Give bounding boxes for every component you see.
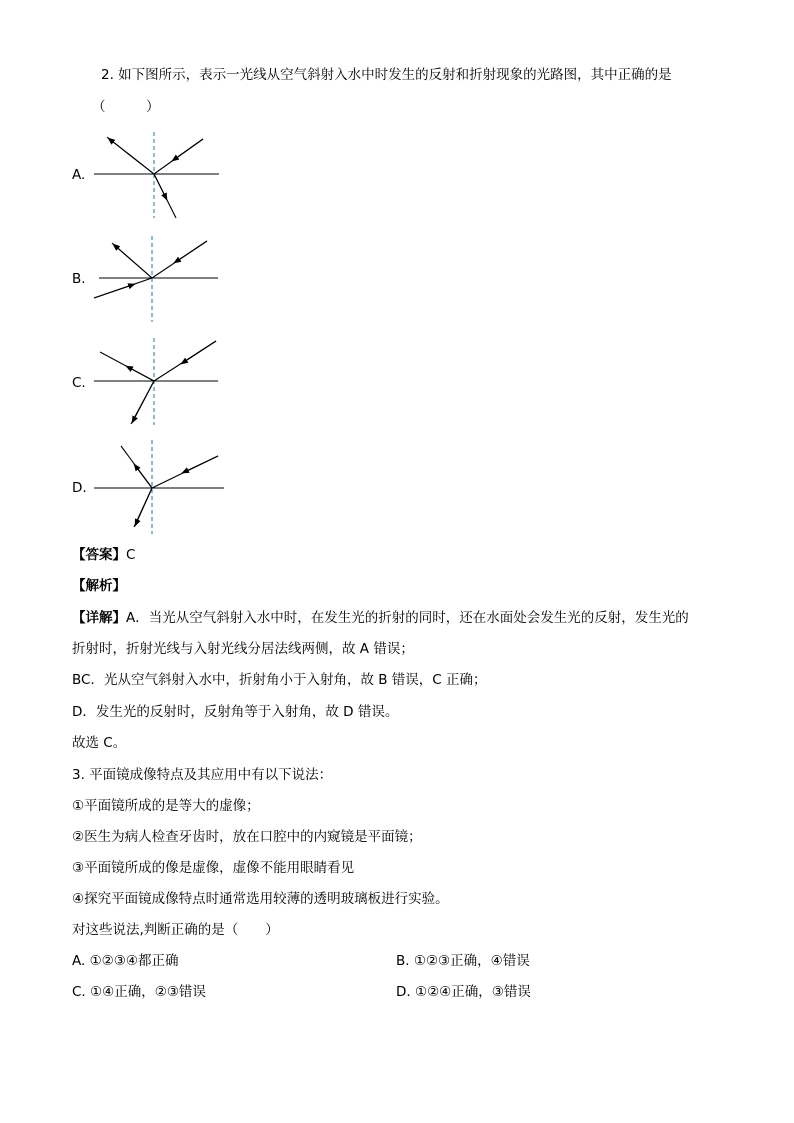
q3-item1: ①平面镜所成的是等大的虚像；: [72, 798, 260, 814]
option-d-rays: [94, 440, 224, 534]
q3-option-c: C. ①④正确，②③错误: [72, 984, 206, 1000]
refracted-ray-arrow: [94, 284, 135, 298]
detail-line1: [72, 609, 689, 627]
q3-item3: ③平面镜所成的像是虚像，虚像不能用眼睛看见: [72, 860, 355, 876]
q3-option-b: B. ①②③正确，④错误: [396, 953, 530, 969]
refracted-ray-arrow: [154, 174, 167, 200]
detail-line4: D．发生光的反射时，反射角等于入射角，故 D 错误。: [72, 704, 399, 720]
refracted-ray-arrow: [135, 488, 152, 526]
analysis-tag: 【解析】: [72, 578, 126, 594]
q3-option-a: A. ①②③④都正确: [72, 953, 179, 969]
detail-line3: BC．光从空气斜射入水中，折射角小于入射角，故 B 错误，C 正确；: [72, 672, 487, 688]
incident-ray-arrow: [182, 456, 218, 473]
q2-stem-line2: （ ）: [92, 99, 160, 115]
q3-option-d: D. ①②④正确，③错误: [396, 984, 531, 1000]
q3-question: 对这些说法,判断正确的是（ ）: [72, 922, 279, 938]
option-c-rays: [94, 338, 218, 425]
detail-text-1: A．当光从空气斜射入水中时，在发生光的折射的同时，还在水面处会发生光的反射，发生光的: [126, 610, 689, 626]
reflected-ray-arrow: [134, 464, 152, 488]
reflected-ray-arrow: [113, 244, 152, 278]
conclusion: 故选 C。: [72, 735, 127, 751]
incident-ray-arrow: [172, 139, 203, 161]
answer-value: C: [126, 547, 136, 563]
q3-stem: 3. 平面镜成像特点及其应用中有以下说法：: [72, 767, 333, 783]
q2-stem-line1: 2. 如下图所示，表示一光线从空气斜射入水中时发生的反射和折射现象的光路图，其中正确的是: [101, 67, 672, 83]
option-b-rays: [94, 236, 218, 322]
option-d-label: D.: [72, 480, 87, 496]
reflected-ray-arrow: [126, 366, 154, 381]
q3-item4: ④探究平面镜成像特点时通常选用较薄的透明玻璃板进行实验。: [72, 891, 449, 907]
option-a-label: A.: [72, 167, 86, 183]
incident-ray-arrow: [174, 241, 207, 263]
answer-line: [72, 546, 135, 564]
answer-tag: 【答案】: [72, 547, 126, 563]
detail-line2: 折射时，折射光线与入射光线分居法线两侧，故 A 错误；: [72, 641, 414, 657]
detail-tag: 【详解】: [72, 610, 126, 626]
option-c-label: C.: [72, 375, 86, 391]
option-a-rays: [94, 132, 219, 218]
reflected-ray-arrow: [108, 138, 154, 174]
option-b-label: B.: [72, 271, 86, 287]
q3-item2: ②医生为病人检查牙齿时，放在口腔中的内窥镜是平面镜；: [72, 829, 422, 845]
refracted-ray-arrow: [132, 381, 154, 423]
incident-ray-arrow: [181, 341, 216, 364]
